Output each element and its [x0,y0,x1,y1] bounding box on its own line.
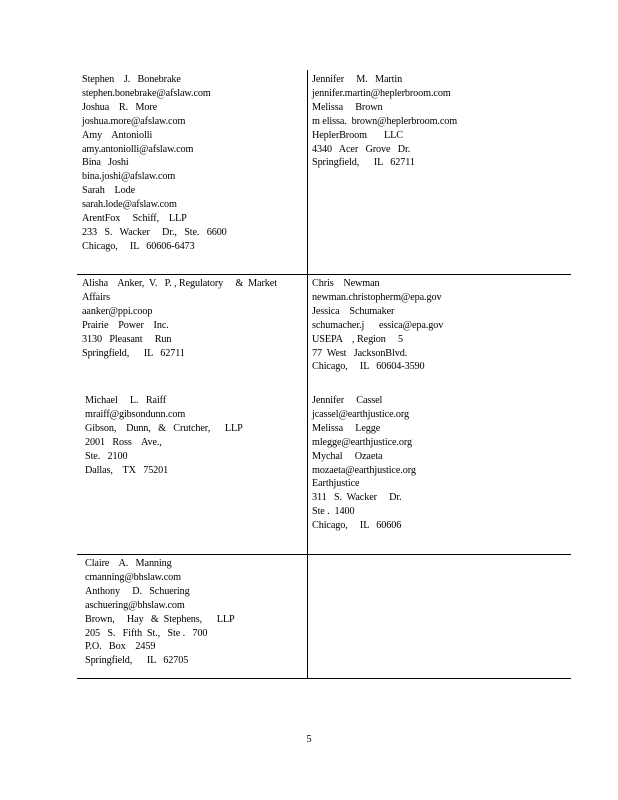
address-block-prairie-power: Alisha Anker, V. P. , Regulatory & Market Affairs aanker@ppi.coop Prairie Power Inc. 3130 Pleasant Run Springfield, IL 62711 [82,278,277,359]
address-block-earthjustice: Jennifer Cassel jcassel@earthjustice.org Melissa Legge mlegge@earthjustice.org Mychal Ozaeta mozaeta@earthjustice.org Earthjustice 311 S. Wacker Dr. Ste . 1400 Chicago, IL 60606 [312,395,416,532]
address-block-afslaw: Stephen J. Bonebrake stephen.bonebrake@afslaw.com Joshua R. More joshua.more@afslaw.com Amy Antoniolli amy.antoniolli@afslaw.com Bina Joshi bina.joshi@afslaw.com Sarah Lode sarah.lode@afslaw.com ArentFox Schiff, LLP 233 S. Wacker Dr., Ste. 6600 Chicago, IL 60606-6473 [82,74,227,252]
table-row [77,275,571,555]
column-divider [307,555,308,678]
table-row [77,70,571,275]
table-row [77,555,571,679]
column-divider [307,70,308,274]
address-block-heplerbroom: Jennifer M. Martin jennifer.martin@heplerbroom.com Melissa Brown m elissa. brown@heplerbroom.com HeplerBroom LLC 4340 Acer Grove Dr. Springfield, IL 62711 [312,74,458,169]
page-number: 5 [306,734,312,745]
address-block-bhslaw: Claire A. Manning cmanning@bhslaw.com Anthony D. Schuering aschuering@bhslaw.com Brown, Hay & Stephens, LLP 205 S. Fifth St., Ste . 700 P.O. Box 2459 Springfield, IL 62705 [85,558,235,667]
service-list-table [77,70,571,679]
address-block-usepa: Chris Newman newman.christopherm@epa.gov Jessica Schumaker schumacher.j essica@epa.gov USEPA , Region 5 77 West JacksonBlvd. Chicago, IL 60604-3590 [312,278,444,373]
column-divider [307,275,308,554]
address-block-gibson-dunn: Michael L. Raiff mraiff@gibsondunn.com Gibson, Dunn, & Crutcher, LLP 2001 Ross Ave., Ste. 2100 Dallas, TX 75201 [85,395,243,476]
